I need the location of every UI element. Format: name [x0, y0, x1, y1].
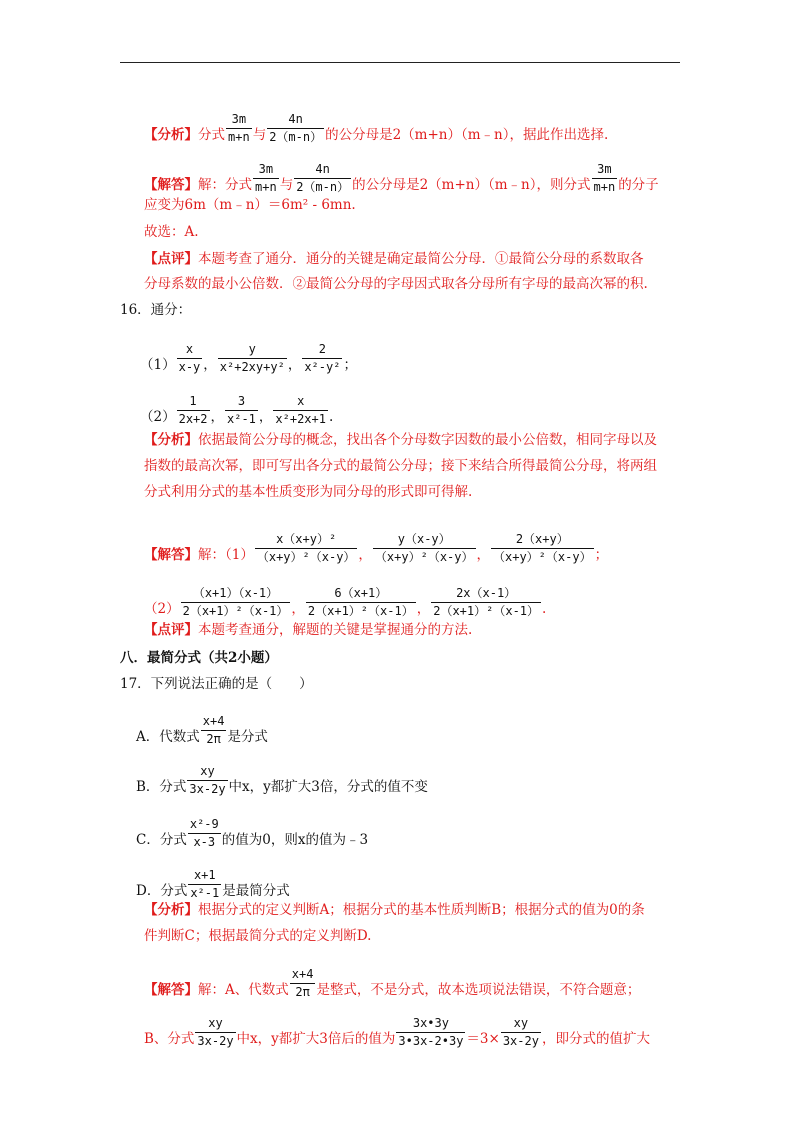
text: B、分式 [144, 1031, 195, 1047]
numerator: x+1 [188, 869, 221, 885]
text: 本题考查通分，解题的关键是掌握通分的方法. [198, 622, 473, 638]
fraction [177, 395, 210, 426]
fraction-3m [253, 163, 279, 194]
fraction [273, 395, 328, 426]
q16-part1: （1） $\frac{x}{x-y}$ ， $\frac{y}{\text{x²+2xy+y²}}$ ， $\frac{2}{\text{x²-y²}}$ ； [140, 342, 357, 374]
numerator: 4n [294, 163, 351, 179]
text: 分式 [198, 127, 225, 143]
numerator: 6（x+1） [306, 587, 416, 603]
numerator: 3m [226, 113, 252, 129]
header-rule [120, 62, 680, 63]
s1-analysis [144, 112, 609, 151]
denominator: 3x-2y [502, 1034, 539, 1048]
text: 解：A、代数式 [198, 982, 289, 998]
q16-title: 16．通分： [120, 302, 192, 318]
denominator: 2x+2 [178, 412, 208, 426]
fraction [491, 533, 594, 564]
fraction-3m [592, 163, 618, 194]
fraction [177, 343, 203, 374]
denominator: x²-y² [304, 360, 341, 374]
q17-option-a [136, 714, 268, 753]
q17-answer-1 [144, 967, 641, 1006]
comment-tag: 【点评】 [144, 622, 198, 638]
q17-analysis-2: 件判断C；根据最简分式的定义判断D. [144, 928, 372, 944]
text: 中x，y都扩大3倍后的值为 [236, 1031, 396, 1047]
denominator: x²-1 [227, 412, 256, 426]
denominator: 2（m-n） [296, 180, 350, 194]
q17-analysis-1 [144, 902, 645, 918]
fraction [201, 715, 227, 746]
numerator: 2（x+y） [491, 533, 594, 549]
text: 本题考查了通分．通分的关键是确定最简公分母．①最简公分母的系数取各 [198, 251, 644, 267]
numerator: xy [501, 1017, 541, 1033]
text: 的公分母是2（m+n）（m﹣n），则分式 [352, 177, 591, 193]
denominator: 2π [206, 732, 221, 746]
fraction [396, 1017, 465, 1048]
text: 依据最简公分母的概念，找出各个分母数字因数的最小公倍数，相同字母以及 [198, 432, 657, 448]
q16-answer-2: （2） $\frac{(x+1)(x-1)}{\text{2（x+1）²（x-1）}}$ ， $\frac{6(x+1)}{\text{2（x+1）²（x-1）}}$ ， $\frac{2x(x-1)}{\text{2（x+1）²（x-1）}}$ . [144, 586, 547, 618]
fraction [218, 343, 287, 374]
fraction [188, 818, 221, 849]
numerator: y [218, 343, 287, 359]
s1-answer-line2: 应变为6m（m﹣n）＝6m² - 6mn. [144, 197, 356, 213]
analysis-tag: 【分析】 [144, 902, 198, 918]
fraction [187, 765, 227, 796]
denominator: 2（x+1）²（x-1） [433, 604, 540, 618]
denominator: 3x-2y [189, 782, 226, 796]
fraction [188, 869, 221, 900]
numerator: （x+1）（x-1） [181, 587, 291, 603]
numerator: y（x-y） [373, 533, 476, 549]
text: 是分式 [227, 729, 268, 745]
numerator: x²-9 [188, 818, 221, 834]
s1-comment-2: 分母系数的最小公倍数．②最简公分母的字母因式取各分母所有字母的最高次幂的积. [144, 276, 648, 292]
section-8-title: 八．最简分式（共2小题） [120, 650, 278, 666]
fraction [373, 533, 476, 564]
answer-tag: 【解答】 [144, 547, 198, 563]
numerator: xy [187, 765, 227, 781]
fraction [306, 587, 416, 618]
numerator: 3m [253, 163, 279, 179]
text: 是最简分式 [222, 883, 290, 899]
q17-title: 17．下列说法正确的是（ ） [120, 676, 313, 692]
text: 根据分式的定义判断A；根据分式的基本性质判断B；根据分式的值为0的条 [198, 902, 645, 918]
q16-answer-1: 【解答】解：（1） $\frac{\text{x（x+y）²}}{\text{（x+y）²（x-y）}}$ ， $\frac{y(x-y)}{\text{（x+y）²（x-y）}}$ ， $\frac{2(x+y)}{\text{（x+y）²（x-y）}}$ ； [144, 532, 609, 564]
denominator: （x+y）²（x-y） [493, 550, 592, 564]
denominator: （x+y）²（x-y） [256, 550, 356, 564]
numerator: 3x•3y [396, 1017, 465, 1033]
q17-option-c [136, 817, 369, 856]
numerator: x（x+y）² [255, 533, 358, 549]
comment-tag: 【点评】 [144, 251, 198, 267]
numerator: x+4 [290, 968, 316, 984]
text: 解：（1） [198, 547, 254, 563]
text: 是整式，不是分式，故本选项说法错误，不符合题意； [316, 982, 641, 998]
text: 中x，y都扩大3倍，分式的值不变 [228, 779, 428, 795]
denominator: 2（m-n） [269, 130, 323, 144]
q16-analysis-1 [144, 432, 657, 448]
q16-part2: （2） $\frac{1}{2x+2}$ ， $\frac{3}{\text{x²-1}}$ ， $\frac{x}{\text{x²+2x+1}}$ . [140, 394, 334, 426]
s1-comment-1 [144, 251, 644, 267]
fraction [181, 587, 291, 618]
text: C．分式 [136, 832, 187, 848]
q17-answer-2 [144, 1016, 650, 1055]
denominator: x²+2xy+y² [219, 360, 285, 374]
answer-tag: 【解答】 [144, 982, 198, 998]
analysis-tag: 【分析】 [144, 127, 198, 143]
fraction [290, 968, 316, 999]
denominator: m+n [255, 180, 277, 194]
denominator: 3x-2y [197, 1034, 234, 1048]
denominator: x-y [178, 360, 201, 374]
denominator: x²-1 [190, 886, 220, 900]
text: 的公分母是2（m+n）（m﹣n），据此作出选择. [325, 127, 609, 143]
numerator: xy [195, 1017, 235, 1033]
text: 与 [252, 127, 267, 143]
denominator: m+n [593, 180, 616, 194]
denominator: 2（x+1）²（x-1） [182, 604, 289, 618]
fraction-4n [267, 113, 324, 144]
numerator: 2 [302, 343, 342, 359]
q16-analysis-2: 指数的最高次幂，即可写出各分式的最简公分母；接下来结合所得最简公分母，将两组 [144, 458, 657, 474]
numerator: 1 [177, 395, 210, 411]
text: 与 [279, 177, 294, 193]
text: ，即分式的值扩大 [541, 1031, 650, 1047]
text: D．分式 [136, 883, 188, 899]
fraction-4n [294, 163, 351, 194]
text: A．代数式 [136, 729, 200, 745]
denominator: （x+y）²（x-y） [374, 550, 474, 564]
text: 的分子 [618, 177, 659, 193]
fraction [302, 343, 342, 374]
numerator: x [177, 343, 203, 359]
fraction [225, 395, 258, 426]
denominator: m+n [228, 130, 250, 144]
fraction [431, 587, 541, 618]
s1-choice: 故选：A. [144, 224, 199, 240]
numerator: 3m [592, 163, 618, 179]
text: ＝3× [466, 1031, 500, 1047]
q16-analysis-3: 分式利用分式的基本性质变形为同分母的形式即可得解. [144, 484, 473, 500]
part-label: （2） [144, 601, 180, 617]
numerator: x+4 [201, 715, 227, 731]
numerator: 3 [225, 395, 258, 411]
text: B．分式 [136, 779, 187, 795]
denominator: x-3 [193, 835, 216, 849]
denominator: 2π [295, 985, 310, 999]
q17-option-b [136, 764, 428, 803]
denominator: x²+2x+1 [275, 412, 326, 426]
numerator: 4n [267, 113, 324, 129]
fraction-3m [226, 113, 252, 144]
part-label: （2） [140, 409, 176, 425]
text: 解：分式 [198, 177, 252, 193]
denominator: 3•3x-2•3y [398, 1034, 464, 1048]
fraction [255, 533, 358, 564]
answer-tag: 【解答】 [144, 177, 198, 193]
numerator: 2x（x-1） [431, 587, 541, 603]
fraction [501, 1017, 541, 1048]
analysis-tag: 【分析】 [144, 432, 198, 448]
fraction [195, 1017, 235, 1048]
text: 的值为0，则x的值为﹣3 [221, 832, 369, 848]
q16-comment [144, 622, 472, 638]
part-label: （1） [140, 357, 176, 373]
denominator: 2（x+1）²（x-1） [307, 604, 414, 618]
numerator: x [273, 395, 328, 411]
